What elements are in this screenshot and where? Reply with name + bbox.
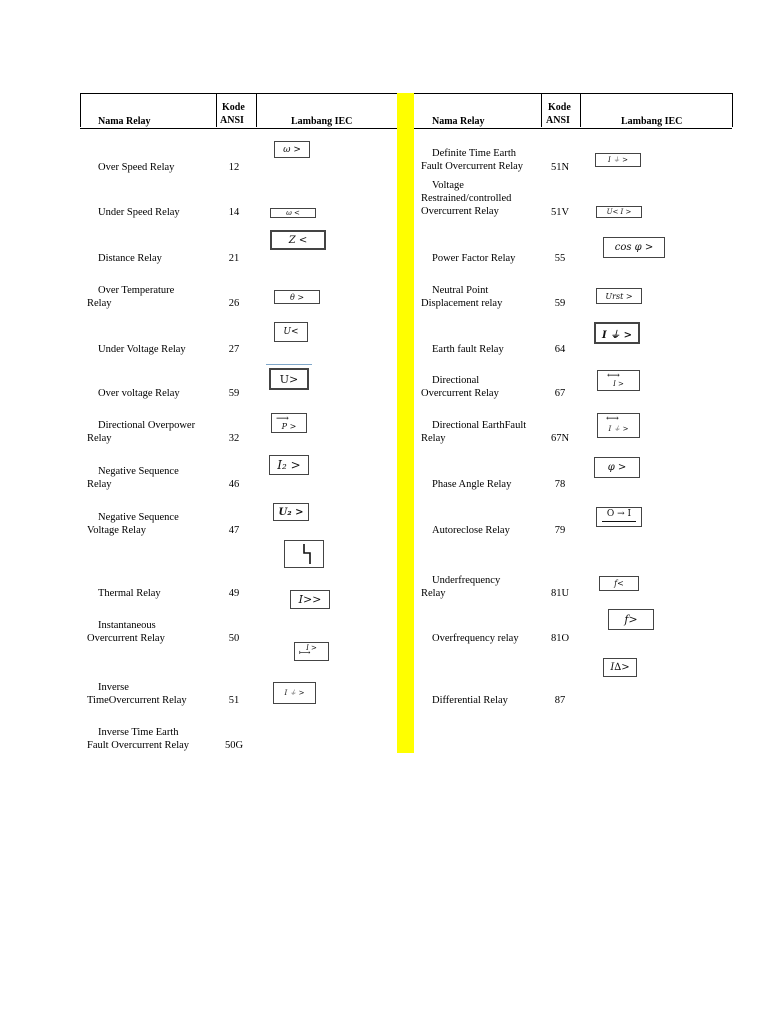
iec-symbol-box: I > xyxy=(294,642,329,661)
relay-name-line1: Instantaneous xyxy=(98,620,156,631)
iec-symbol-box: Urst > xyxy=(596,288,642,304)
relay-name: Under Voltage Relay xyxy=(98,344,186,355)
iec-symbol-box: U< I > xyxy=(596,206,642,218)
relay-name: Phase Angle Relay xyxy=(432,479,512,490)
relay-name-line1: Directional EarthFault xyxy=(432,420,527,431)
divider-line xyxy=(266,364,312,365)
relay-name-line2: Fault Overcurrent Relay xyxy=(87,740,190,751)
relay-name-line1: Over Temperature xyxy=(98,285,175,296)
iec-symbol-box: I>> xyxy=(290,590,330,609)
header-code-line2-right: ANSI xyxy=(546,115,570,126)
relay-name-line2: Displacement relay xyxy=(421,298,503,309)
relay-name-line1: Directional xyxy=(432,375,480,386)
relay-name-line2: Relay xyxy=(421,588,446,599)
relay-name-line1: Inverse Time Earth xyxy=(98,727,179,738)
relay-name-line1: Underfrequency xyxy=(432,575,501,586)
relay-name-line2: Restrained/controlled xyxy=(421,193,512,204)
iec-symbol-box: U₂ > xyxy=(273,503,309,521)
ansi-code: 55 xyxy=(554,253,566,264)
ansi-code: 87 xyxy=(554,695,566,706)
direction-arrow-icon: ⟶ xyxy=(276,413,289,423)
relay-name: Overfrequency relay xyxy=(432,633,519,644)
ansi-code: 67 xyxy=(554,388,566,399)
relay-name-line2: Overcurrent Relay xyxy=(87,633,165,644)
direction-arrow-icon: ⟷ xyxy=(606,413,619,423)
relay-name: Autoreclose Relay xyxy=(432,525,510,536)
ansi-code: 81O xyxy=(550,633,570,644)
ansi-code: 47 xyxy=(228,525,240,536)
ansi-code: 26 xyxy=(228,298,240,309)
underline-arrow-icon: ⟼ xyxy=(299,648,311,657)
header-name-right: Nama Relay xyxy=(432,116,485,127)
ansi-code: 50 xyxy=(228,633,240,644)
iec-symbol-box: f< xyxy=(599,576,639,591)
iec-symbol-box: O → I xyxy=(596,507,642,527)
ansi-code: 64 xyxy=(554,344,566,355)
yellow-separator-column xyxy=(397,93,414,753)
header-divider-code-symbol-right xyxy=(580,93,581,127)
header-divider-name-code-right xyxy=(541,93,542,127)
ansi-code: 27 xyxy=(228,344,240,355)
iec-symbol-box: U< xyxy=(274,322,308,342)
relay-name-line2: TimeOvercurrent Relay xyxy=(87,695,187,706)
relay-name-line1: Negative Sequence xyxy=(98,512,179,523)
header-border-right xyxy=(732,93,733,127)
relay-name: Earth fault Relay xyxy=(432,344,504,355)
ansi-code: 14 xyxy=(228,207,240,218)
iec-symbol-box: I ⏚ > xyxy=(594,322,640,344)
iec-symbol-box: I ⏚ > xyxy=(595,153,641,167)
relay-name: Power Factor Relay xyxy=(432,253,516,264)
relay-name-line2: Relay xyxy=(421,433,446,444)
ansi-code: 51N xyxy=(550,162,570,173)
iec-symbol-box: Z < xyxy=(270,230,326,250)
relay-name-line3: Overcurrent Relay xyxy=(421,206,499,217)
relay-name-line2: Relay xyxy=(87,433,112,444)
ansi-code: 79 xyxy=(554,525,566,536)
relay-name-line2: Relay xyxy=(87,479,112,490)
header-border-left xyxy=(80,93,81,127)
direction-arrow-icon: ⟷ xyxy=(607,370,620,380)
relay-name-line2: Voltage Relay xyxy=(87,525,147,536)
iec-symbol-box: cos φ > xyxy=(603,237,665,258)
ansi-code: 21 xyxy=(228,253,240,264)
header-divider-code-symbol-left xyxy=(256,93,257,127)
ansi-code: 67N xyxy=(550,433,570,444)
relay-name: Differential Relay xyxy=(432,695,508,706)
ansi-code: 81U xyxy=(550,588,570,599)
iec-symbol-box: I ⏚ > xyxy=(597,413,640,438)
ansi-code: 12 xyxy=(228,162,240,173)
header-symbol-left: Lambang IEC xyxy=(291,116,353,127)
relay-name: Thermal Relay xyxy=(98,588,161,599)
iec-symbol-box: f> xyxy=(608,609,654,630)
iec-symbol-box: I₂ > xyxy=(269,455,309,475)
header-divider-name-code-left xyxy=(216,93,217,127)
iec-symbol-box: ω < xyxy=(270,208,316,218)
relay-name-line1: Voltage xyxy=(432,180,464,191)
header-code-line1-left: Kode xyxy=(222,102,245,113)
ansi-code: 32 xyxy=(228,433,240,444)
ansi-code: 59 xyxy=(228,388,240,399)
relay-name-line2: Relay xyxy=(87,298,112,309)
relay-name: Distance Relay xyxy=(98,253,162,264)
relay-name-line1: Inverse xyxy=(98,682,129,693)
ansi-code: 51V xyxy=(550,207,570,218)
ansi-code: 51 xyxy=(228,695,240,706)
iec-symbol-box: U> xyxy=(269,368,309,390)
ansi-code: 46 xyxy=(228,479,240,490)
iec-symbol-box: φ > xyxy=(594,457,640,478)
header-symbol-right: Lambang IEC xyxy=(621,116,683,127)
relay-name-line2: Overcurrent Relay xyxy=(421,388,499,399)
ansi-code: 49 xyxy=(228,588,240,599)
ansi-code: 50G xyxy=(224,740,244,751)
relay-name-line1: Neutral Point xyxy=(432,285,489,296)
relay-name-line1: Negative Sequence xyxy=(98,466,179,477)
relay-name-line1: Directional Overpower xyxy=(98,420,196,431)
iec-symbol-box: P > xyxy=(271,413,307,433)
thermal-image-icon xyxy=(284,540,324,568)
iec-symbol-box: θ > xyxy=(274,290,320,304)
iec-symbol-box: I∆> xyxy=(603,658,637,677)
relay-name: Over Speed Relay xyxy=(98,162,175,173)
ansi-code: 59 xyxy=(554,298,566,309)
header-name-left: Nama Relay xyxy=(98,116,151,127)
header-code-line2-left: ANSI xyxy=(220,115,244,126)
iec-symbol-box: ω > xyxy=(274,141,310,158)
ansi-code: 78 xyxy=(554,479,566,490)
iec-symbol-box: I > xyxy=(597,370,640,391)
relay-name: Under Speed Relay xyxy=(98,207,180,218)
relay-name-line1: Definite Time Earth xyxy=(432,148,516,159)
iec-symbol-box: I ⏚ > xyxy=(273,682,316,704)
header-code-line1-right: Kode xyxy=(548,102,571,113)
relay-name-line2: Fault Overcurrent Relay xyxy=(421,161,524,172)
relay-name: Over voltage Relay xyxy=(98,388,180,399)
underline-icon xyxy=(602,521,636,522)
